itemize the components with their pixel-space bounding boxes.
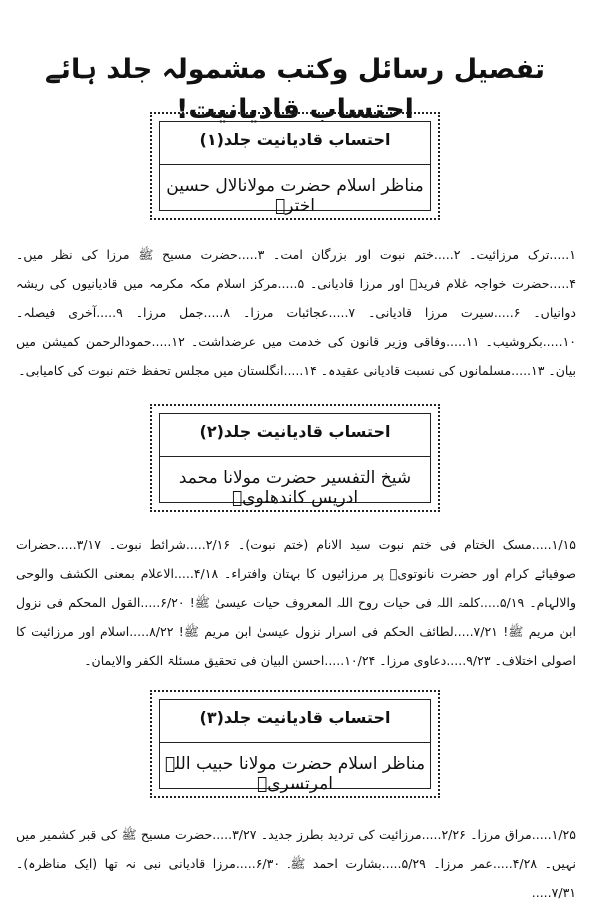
volume-3-header-inner [159, 699, 431, 794]
volume-3-heading: احتساب قادیانیت جلد(۳) [199, 708, 391, 727]
volume-1-header-inner [159, 121, 431, 216]
volume-2-header-box [150, 404, 440, 512]
volume-2-author: شیخ التفسیر حضرت مولانا محمد ادریس کاندھلویؒ [178, 468, 412, 508]
page-title: تفصیل رسائل وکتب مشمولہ جلد ہائے احتساب قادیانیت! [44, 54, 546, 125]
volume-1-heading: احتساب قادیانیت جلد(۱) [199, 130, 391, 149]
volume-2-header-inner [159, 413, 431, 508]
volume-3-divider [160, 742, 430, 743]
volume-1-divider [160, 164, 430, 165]
volume-3-author: مناظر اسلام حضرت مولانا حبیب اللہ امرتسریؒ [164, 754, 426, 794]
volume-1-header-box [150, 112, 440, 220]
volume-3-contents: ۱/۲۵.....مراق مرزا۔ ۲/۲۶.....مرزائیت کی تردید بطرز جدید۔ ۳/۲۷.....حضرت مسیح ﷺ کی قبر کشمیر میں نہیں۔ ۴/۲۸.....عمر مرزا۔ ۵/۲۹.....بشارت احمد ﷺ۔ ۶/۳۰.....مرزا قادیانی نبی نہ تھا (ایک مناظرہ)۔ ۷/۳۱..... [16, 827, 576, 900]
volume-1-author: مناظر اسلام حضرت مولانالال حسین اخترؒ [166, 176, 424, 216]
volume-1-contents: ۱.....ترک مرزائیت۔ ۲.....ختم نبوت اور بزرگان امت۔ ۳.....حضرت مسیح ﷺ مرزا کی نظر میں۔ ۴.....حضرت خواجہ غلام فریدؒ اور مرزا قادیانی۔ ۵.....مرکز اسلام مکہ مکرمہ میں قادیانیوں کی ریشہ دوانیاں۔ ۶.....سیرت مرزا قادیانی۔ ۷.....عجائبات مرزا۔ ۸.....جمل مرزا۔ ۹.....آخری فیصلہ۔ ۱۰.....بکروشیب۔ ۱۱.....وفاقی وزیر قانون کی خدمت میں عرضداشت۔ ۱۲.....حمودالرحمن کمیشن میں بیان۔ ۱۳.....مسلمانوں کی نسبت قادیانی عقیدہ۔ ۱۴.....انگلستان میں مجلس تحفظ ختم نبوت کی کامیابی۔ [16, 247, 577, 378]
volume-3-header-box [150, 690, 440, 798]
volume-2-heading: احتساب قادیانیت جلد(۲) [199, 422, 391, 441]
volume-2-divider [160, 456, 430, 457]
volume-2-contents: ۱/۱۵.....مسک الختام فی ختم نبوت سید الانام (ختم نبوت)۔ ۲/۱۶.....شرائط نبوت۔ ۳/۱۷.....حضرات صوفیائے کرام اور حضرت نانوتویؒ پر مرزائیوں کا بہتان وافتراء۔ ۴/۱۸.....الاعلام بمعنی الکشف والوحی والالہام۔ ۵/۱۹.....کلمۃ اللہ فی حیات روح اللہ المعروف حیات عیسیٰ ﷺ! ۶/۲۰.....القول المحکم فی نزول ابن مریم ﷺ! ۷/۲۱.....لطائف الحکم فی اسرار نزول عیسیٰ ابن مریم ﷺ! ۸/۲۲.....اسلام اور مرزائیت کا اصولی اختلاف۔ ۹/۲۳.....دعاوی مرزا۔ ۱۰/۲۴.....احسن البیان فی تحقیق مسئلۃ الکفر والایمان۔ [16, 537, 576, 668]
